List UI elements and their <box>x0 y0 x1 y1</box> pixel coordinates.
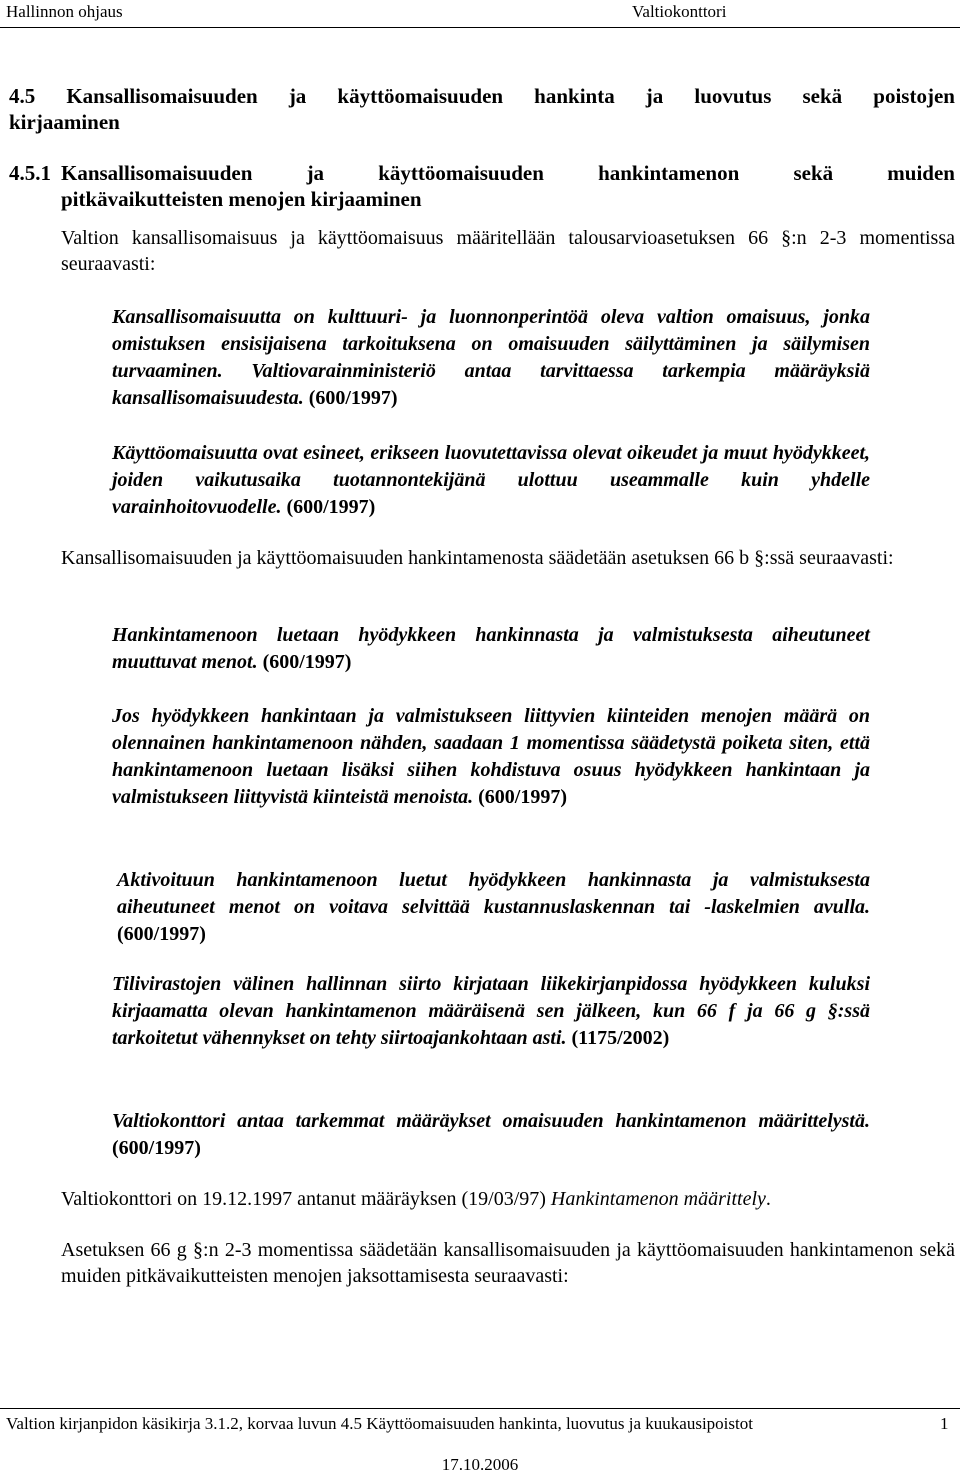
subsection-number: 4.5.1 <box>9 161 51 185</box>
subsection-title-word: sekä <box>793 161 834 185</box>
section-title-word: ja <box>645 84 664 108</box>
regulation-note <box>61 1186 955 1212</box>
header-unit: Hallinnon ohjaus <box>6 2 123 21</box>
header-organization: Valtiokonttori <box>632 2 727 21</box>
statute-reference: (600/1997) <box>262 651 352 673</box>
footer-divider <box>0 1408 960 1409</box>
intro-paragraph: Valtion kansallisomaisuus ja käyttöomaisuus määritellään talousarvioasetuksen 66 §:n 2-3 momentissa seuraavasti: <box>61 227 955 275</box>
quote-text: Jos hyödykkeen hankintaan ja valmistukseen liittyvien kiinteiden menojen määrä on olennainen hankintamenoon nähden, saadaan 1 momentissa säädetystä poiketa siten, että hankintamenoon luetaan lisäksi siihen kohdistuva osuus hyödykkeen hankintaan ja valmistukseen liittyvistä kiinteistä menoista. <box>112 705 870 808</box>
legal-quote <box>117 867 870 948</box>
quote-text: Kansallisomaisuutta on kulttuuri- ja luonnonperintöä oleva valtion omaisuus, jonka omistuksen ensisijaisena tarkoituksena on omaisuuden säilyttäminen ja säilymisen turvaaminen. Valtiovarainministeriö antaa tarvittaessa tarkempia määräyksiä kansallisomaisuudesta. <box>112 306 870 409</box>
regulation-title: Hankintamenon määrittely <box>550 1188 766 1210</box>
section-title-word: luovutus <box>694 84 772 108</box>
subsection-title-word: hankintamenon <box>598 161 740 185</box>
statute-reference: (1175/2002) <box>571 1027 670 1049</box>
legal-quote <box>112 703 870 811</box>
statute-reference: (600/1997) <box>112 1137 201 1159</box>
statute-reference: (600/1997) <box>286 496 376 518</box>
section-number: 4.5 <box>9 84 36 108</box>
section-title-word: sekä <box>802 84 843 108</box>
section-title-word: käyttöomaisuuden <box>337 84 504 108</box>
statute-reference: (600/1997) <box>117 923 206 945</box>
subsection-title-word: Kansallisomaisuuden <box>61 161 253 185</box>
section-title-word: poistojen <box>873 84 955 108</box>
footer-document-title: Valtion kirjanpidon käsikirja 3.1.2, korvaa luvun 4.5 Käyttöomaisuuden hankinta, luovutus ja kuukausipoistot <box>6 1414 753 1433</box>
footer-date: 17.10.2006 <box>441 1455 519 1474</box>
quote-text: Käyttöomaisuutta ovat esineet, erikseen luovutettavissa olevat oikeudet ja muut hyödykkeet, joiden vaikutusaika tuotannontekijänä ulottuu useammalle kuin yhdelle varainhoitovuodelle. <box>112 442 870 518</box>
closing-paragraph: Asetuksen 66 g §:n 2-3 momentissa säädetään kansallisomaisuuden ja käyttöomaisuuden hankintamenon sekä muiden pitkävaikutteisten menojen jaksottamisesta seuraavasti: <box>61 1239 955 1287</box>
intro-paragraph: Kansallisomaisuuden ja käyttöomaisuuden hankintamenosta säädetään asetuksen 66 b §:ssä seuraavasti: <box>61 547 894 569</box>
legal-quote <box>112 971 870 1052</box>
section-title-word: hankinta <box>534 84 615 108</box>
legal-quote <box>112 622 870 676</box>
page-number: 1 <box>940 1414 949 1433</box>
section-title-line2: kirjaaminen <box>9 110 120 134</box>
statute-reference: (600/1997) <box>308 387 398 409</box>
legal-quote <box>112 304 870 412</box>
legal-quote <box>112 1108 870 1162</box>
note-text: Valtiokonttori on 19.12.1997 antanut määräyksen (19/03/97) <box>61 1188 551 1210</box>
section-title-word: Kansallisomaisuuden <box>66 84 258 108</box>
subsection-title-word: ja <box>306 161 325 185</box>
subsection-title-word: käyttöomaisuuden <box>378 161 544 185</box>
statute-reference: (600/1997) <box>478 786 568 808</box>
page-header <box>0 0 960 26</box>
subsection-heading <box>9 160 955 212</box>
quote-text: Aktivoituun hankintamenoon luetut hyödykkeen hankinnasta ja valmistuksesta aiheutuneet menot on voitava selvittää kustannuslaskennan tai -laskelmien avulla. <box>117 869 870 918</box>
legal-quote <box>112 440 870 521</box>
quote-text: Valtiokonttori antaa tarkemmat määräykset omaisuuden hankintamenon määrittelystä. <box>112 1110 870 1132</box>
section-title-word: ja <box>288 84 307 108</box>
quote-text: Tilivirastojen välinen hallinnan siirto kirjataan liikekirjanpidossa hyödykkeen kuluksi kirjaamatta olevan hankintamenon määräisenä sen jälkeen, kun 66 f ja 66 g §:ssä tarkoitetut vähennykset on tehty siirtoajankohtaan asti. <box>112 973 870 1049</box>
quote-text: Hankintamenoon luetaan hyödykkeen hankinnasta ja valmistuksesta aiheutuneet muuttuvat menot. <box>112 624 870 673</box>
subsection-title-word: muiden <box>887 161 955 185</box>
subsection-title-line2: pitkävaikutteisten menojen kirjaaminen <box>61 187 422 211</box>
header-divider <box>0 27 960 28</box>
section-heading <box>9 83 955 135</box>
note-punctuation: . <box>765 1188 771 1210</box>
